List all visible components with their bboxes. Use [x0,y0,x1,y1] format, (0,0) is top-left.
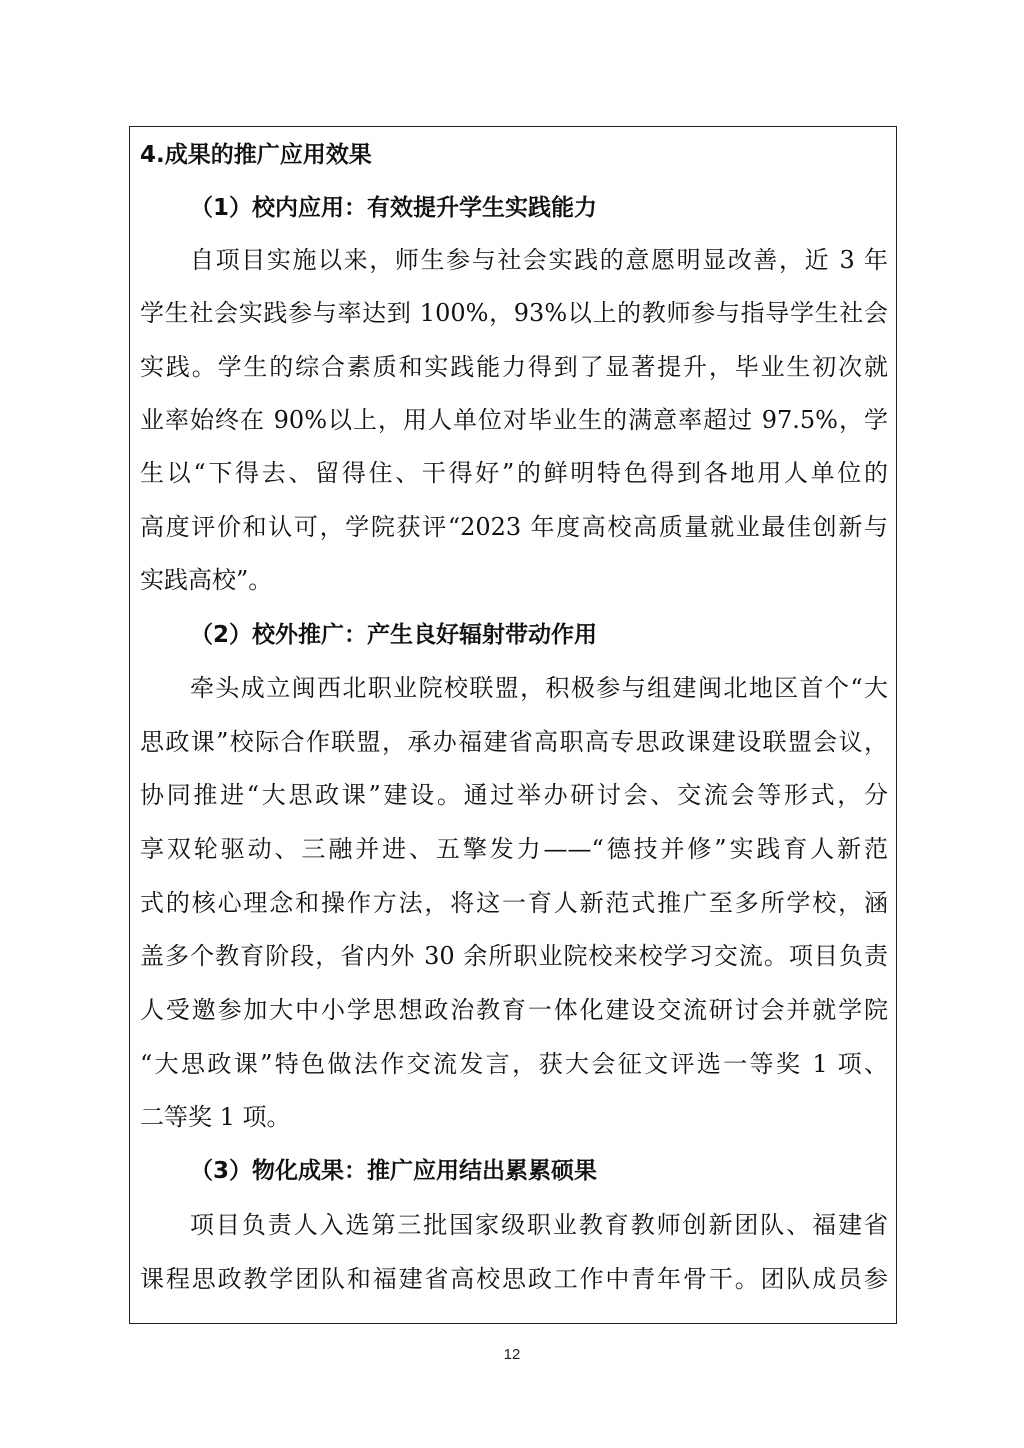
paragraph-line: 实践。学生的综合素质和实践能力得到了显著提升，毕业生初次就 [140,353,888,381]
paragraph-line: 生以“下得去、留得住、干得好”的鲜明特色得到各地用人单位的 [140,459,888,487]
paragraph-line: “大思政课”特色做法作交流发言，获大会征文评选一等奖 1 项、 [140,1050,888,1078]
paragraph-line: 享双轮驱动、三融并进、五擎发力——“德技并修”实践育人新范 [140,835,888,863]
subsection-heading-1: （1）校内应用：有效提升学生实践能力 [190,195,598,221]
paragraph-line: 高度评价和认可，学院获评“2023 年度高校高质量就业最佳创新与 [140,513,888,541]
subsection-heading-3: （3）物化成果：推广应用结出累累硕果 [190,1158,598,1184]
paragraph-line: 盖多个教育阶段，省内外 30 余所职业院校来校学习交流。项目负责 [140,942,888,970]
paragraph-line: 式的核心理念和操作方法，将这一育人新范式推广至多所学校，涵 [140,889,888,917]
paragraph-line: 实践高校”。 [140,566,273,594]
paragraph-line: 项目负责人入选第三批国家级职业教育教师创新团队、福建省 [190,1211,888,1239]
paragraph-line: 牵头成立闽西北职业院校联盟，积极参与组建闽北地区首个“大 [190,674,888,702]
page-number: 12 [503,1346,521,1363]
paragraph-line: 自项目实施以来，师生参与社会实践的意愿明显改善，近 3 年 [190,246,888,274]
paragraph-line: 课程思政教学团队和福建省高校思政工作中青年骨干。团队成员参 [140,1265,888,1293]
paragraph-line: 人受邀参加大中小学思想政治教育一体化建设交流研讨会并就学院 [140,996,888,1024]
paragraph-line: 业率始终在 90%以上，用人单位对毕业生的满意率超过 97.5%，学 [140,406,888,434]
paragraph-line: 思政课”校际合作联盟，承办福建省高职高专思政课建设联盟会议， [140,728,888,756]
paragraph-line: 协同推进“大思政课”建设。通过举办研讨会、交流会等形式，分 [140,781,888,809]
section-title: 4.成果的推广应用效果 [140,142,372,168]
paragraph-line: 学生社会实践参与率达到 100%，93%以上的教师参与指导学生社会 [140,299,888,327]
subsection-heading-2: （2）校外推广：产生良好辐射带动作用 [190,622,598,648]
paragraph-line: 二等奖 1 项。 [140,1103,291,1131]
